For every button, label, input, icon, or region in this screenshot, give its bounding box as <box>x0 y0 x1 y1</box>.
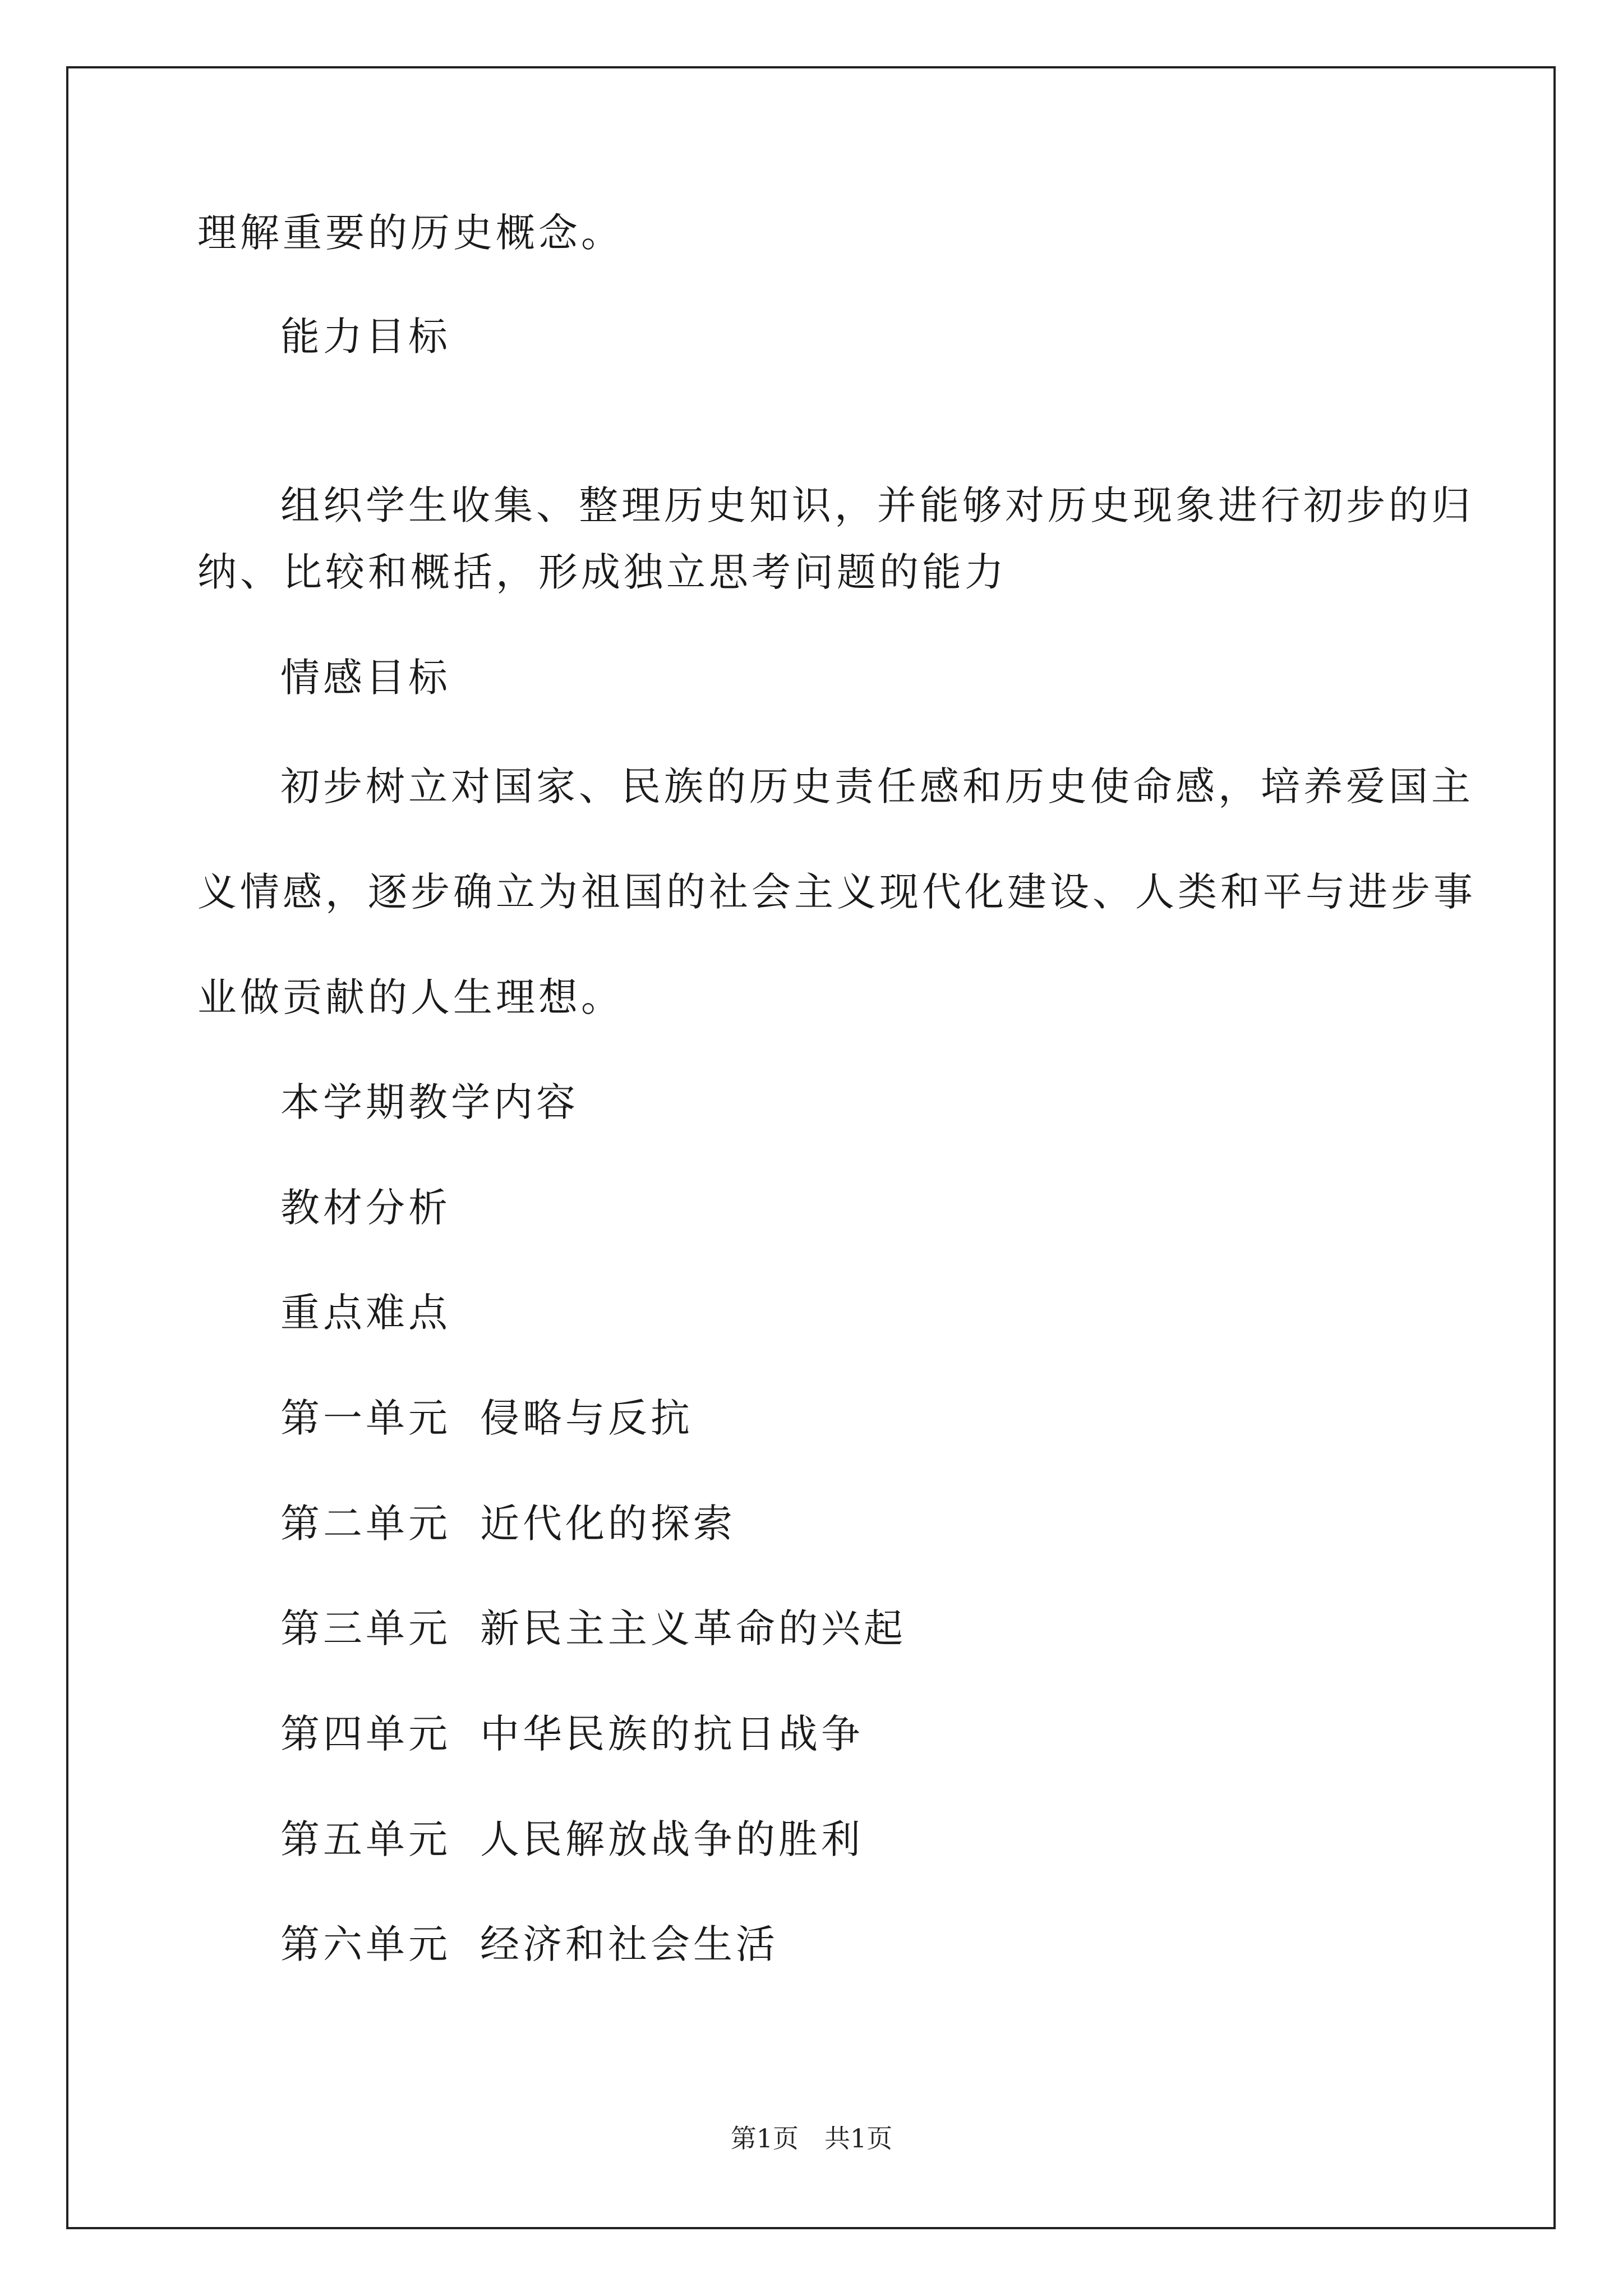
text-line: 义情感，逐步确立为祖国的社会主义现代化建设、人类和平与进步事 <box>197 869 1476 915</box>
page-border <box>66 66 1556 2229</box>
unit-line <box>280 1919 778 1970</box>
text-line: 纳、比较和概括，形成独立思考问题的能力 <box>197 549 1007 595</box>
page-number-footer: 第1页 共1页 <box>730 2123 893 2154</box>
section-heading: 本学期教学内容 <box>280 1079 579 1125</box>
unit-title: 侵略与反抗 <box>480 1395 693 1441</box>
unit-line <box>280 1814 864 1865</box>
unit-title: 近代化的探索 <box>480 1501 736 1547</box>
unit-title: 经济和社会生活 <box>480 1921 778 1967</box>
unit-line <box>280 1393 693 1443</box>
unit-number: 第四单元 <box>280 1711 451 1757</box>
unit-line <box>280 1498 736 1549</box>
unit-line <box>280 1709 864 1759</box>
unit-number: 第二单元 <box>280 1501 451 1547</box>
unit-title: 中华民族的抗日战争 <box>480 1711 864 1757</box>
text-line: 组织学生收集、整理历史知识，并能够对历史现象进行初步的归 <box>280 482 1474 528</box>
text-line: 业做贡献的人生理想。 <box>197 974 624 1020</box>
text-line: 理解重要的历史概念。 <box>197 210 624 256</box>
section-heading: 情感目标 <box>280 655 451 701</box>
section-heading: 教材分析 <box>280 1185 451 1231</box>
unit-number: 第一单元 <box>280 1395 451 1441</box>
text-line: 初步树立对国家、民族的历史责任感和历史使命感，培养爱国主 <box>280 763 1474 809</box>
unit-number: 第五单元 <box>280 1816 451 1862</box>
unit-title: 人民解放战争的胜利 <box>480 1816 864 1862</box>
unit-title: 新民主主义革命的兴起 <box>480 1605 906 1651</box>
section-heading: 能力目标 <box>280 314 451 360</box>
section-heading: 重点难点 <box>280 1290 451 1336</box>
unit-line <box>280 1603 906 1654</box>
unit-number: 第三单元 <box>280 1605 451 1651</box>
unit-number: 第六单元 <box>280 1921 451 1967</box>
